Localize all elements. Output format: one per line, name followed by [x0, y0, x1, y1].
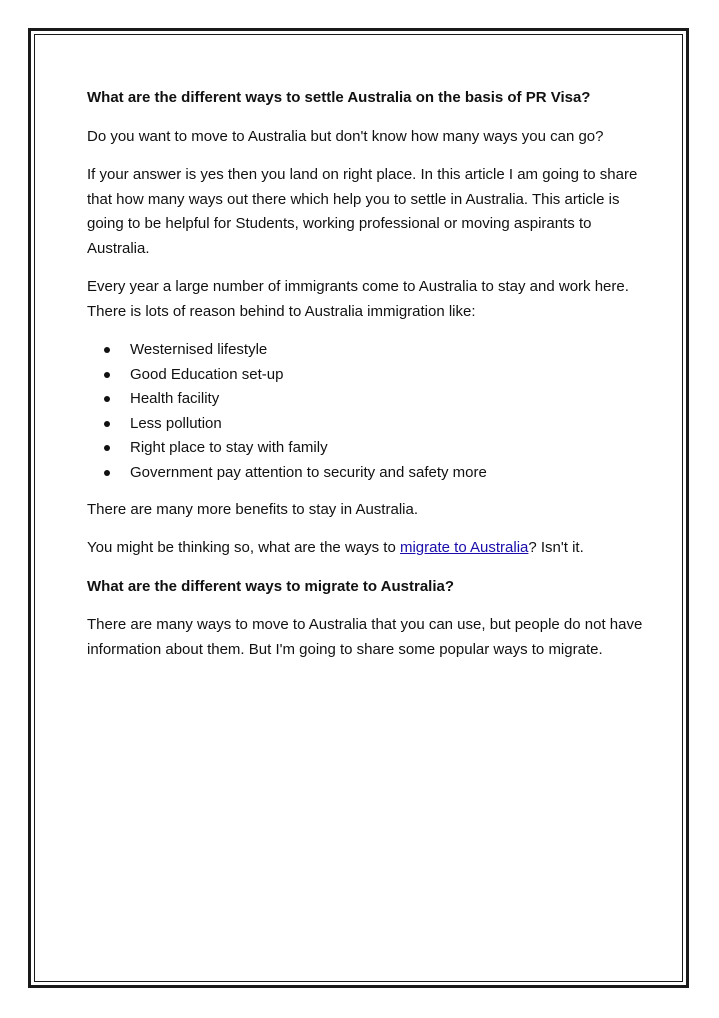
- list-item: Westernised lifestyle: [87, 338, 647, 363]
- intro-question: Do you want to move to Australia but don't know how many ways you can go?: [87, 127, 604, 145]
- list-item: Government pay attention to security and safety more: [87, 461, 647, 486]
- bullet-icon: [104, 421, 110, 427]
- heading-pr-visa: What are the different ways to settle Australia on the basis of PR Visa?: [87, 89, 591, 106]
- reasons-list: [87, 338, 647, 486]
- bullet-icon: [104, 470, 110, 476]
- immigration-reasons-intro: Every year a large number of immigrants come to Australia to stay and work here. There is lots of reason behind to Australia immigration like:: [87, 278, 629, 320]
- heading-ways-to-migrate: What are the different ways to migrate to Australia?: [87, 577, 455, 595]
- benefits-paragraph: There are many more benefits to stay in Australia.: [87, 500, 418, 518]
- list-item: Good Education set-up: [87, 363, 647, 388]
- bullet-icon: [104, 445, 110, 451]
- bullet-icon: [104, 372, 110, 378]
- list-item: Less pollution: [87, 412, 647, 437]
- list-item: Health facility: [87, 387, 647, 412]
- bullet-icon: [104, 347, 110, 353]
- list-item: Right place to stay with family: [87, 436, 647, 461]
- document-body: [87, 86, 647, 676]
- intro-paragraph: If your answer is yes then you land on right place. In this article I am going to share that how many ways out there which help you to settle in Australia. This article is going to be helpful for Students, working professional or moving aspirants to Australia.: [87, 166, 638, 257]
- migrate-question-paragraph: You might be thinking so, what are the ways to migrate to Australia? Isn't it.: [87, 539, 584, 557]
- bullet-icon: [104, 396, 110, 402]
- ways-paragraph: There are many ways to move to Australia that you can use, but people do not have information about them. But I'm going to share some popular ways to migrate.: [87, 616, 643, 658]
- migrate-to-australia-link[interactable]: migrate to Australia: [399, 539, 529, 557]
